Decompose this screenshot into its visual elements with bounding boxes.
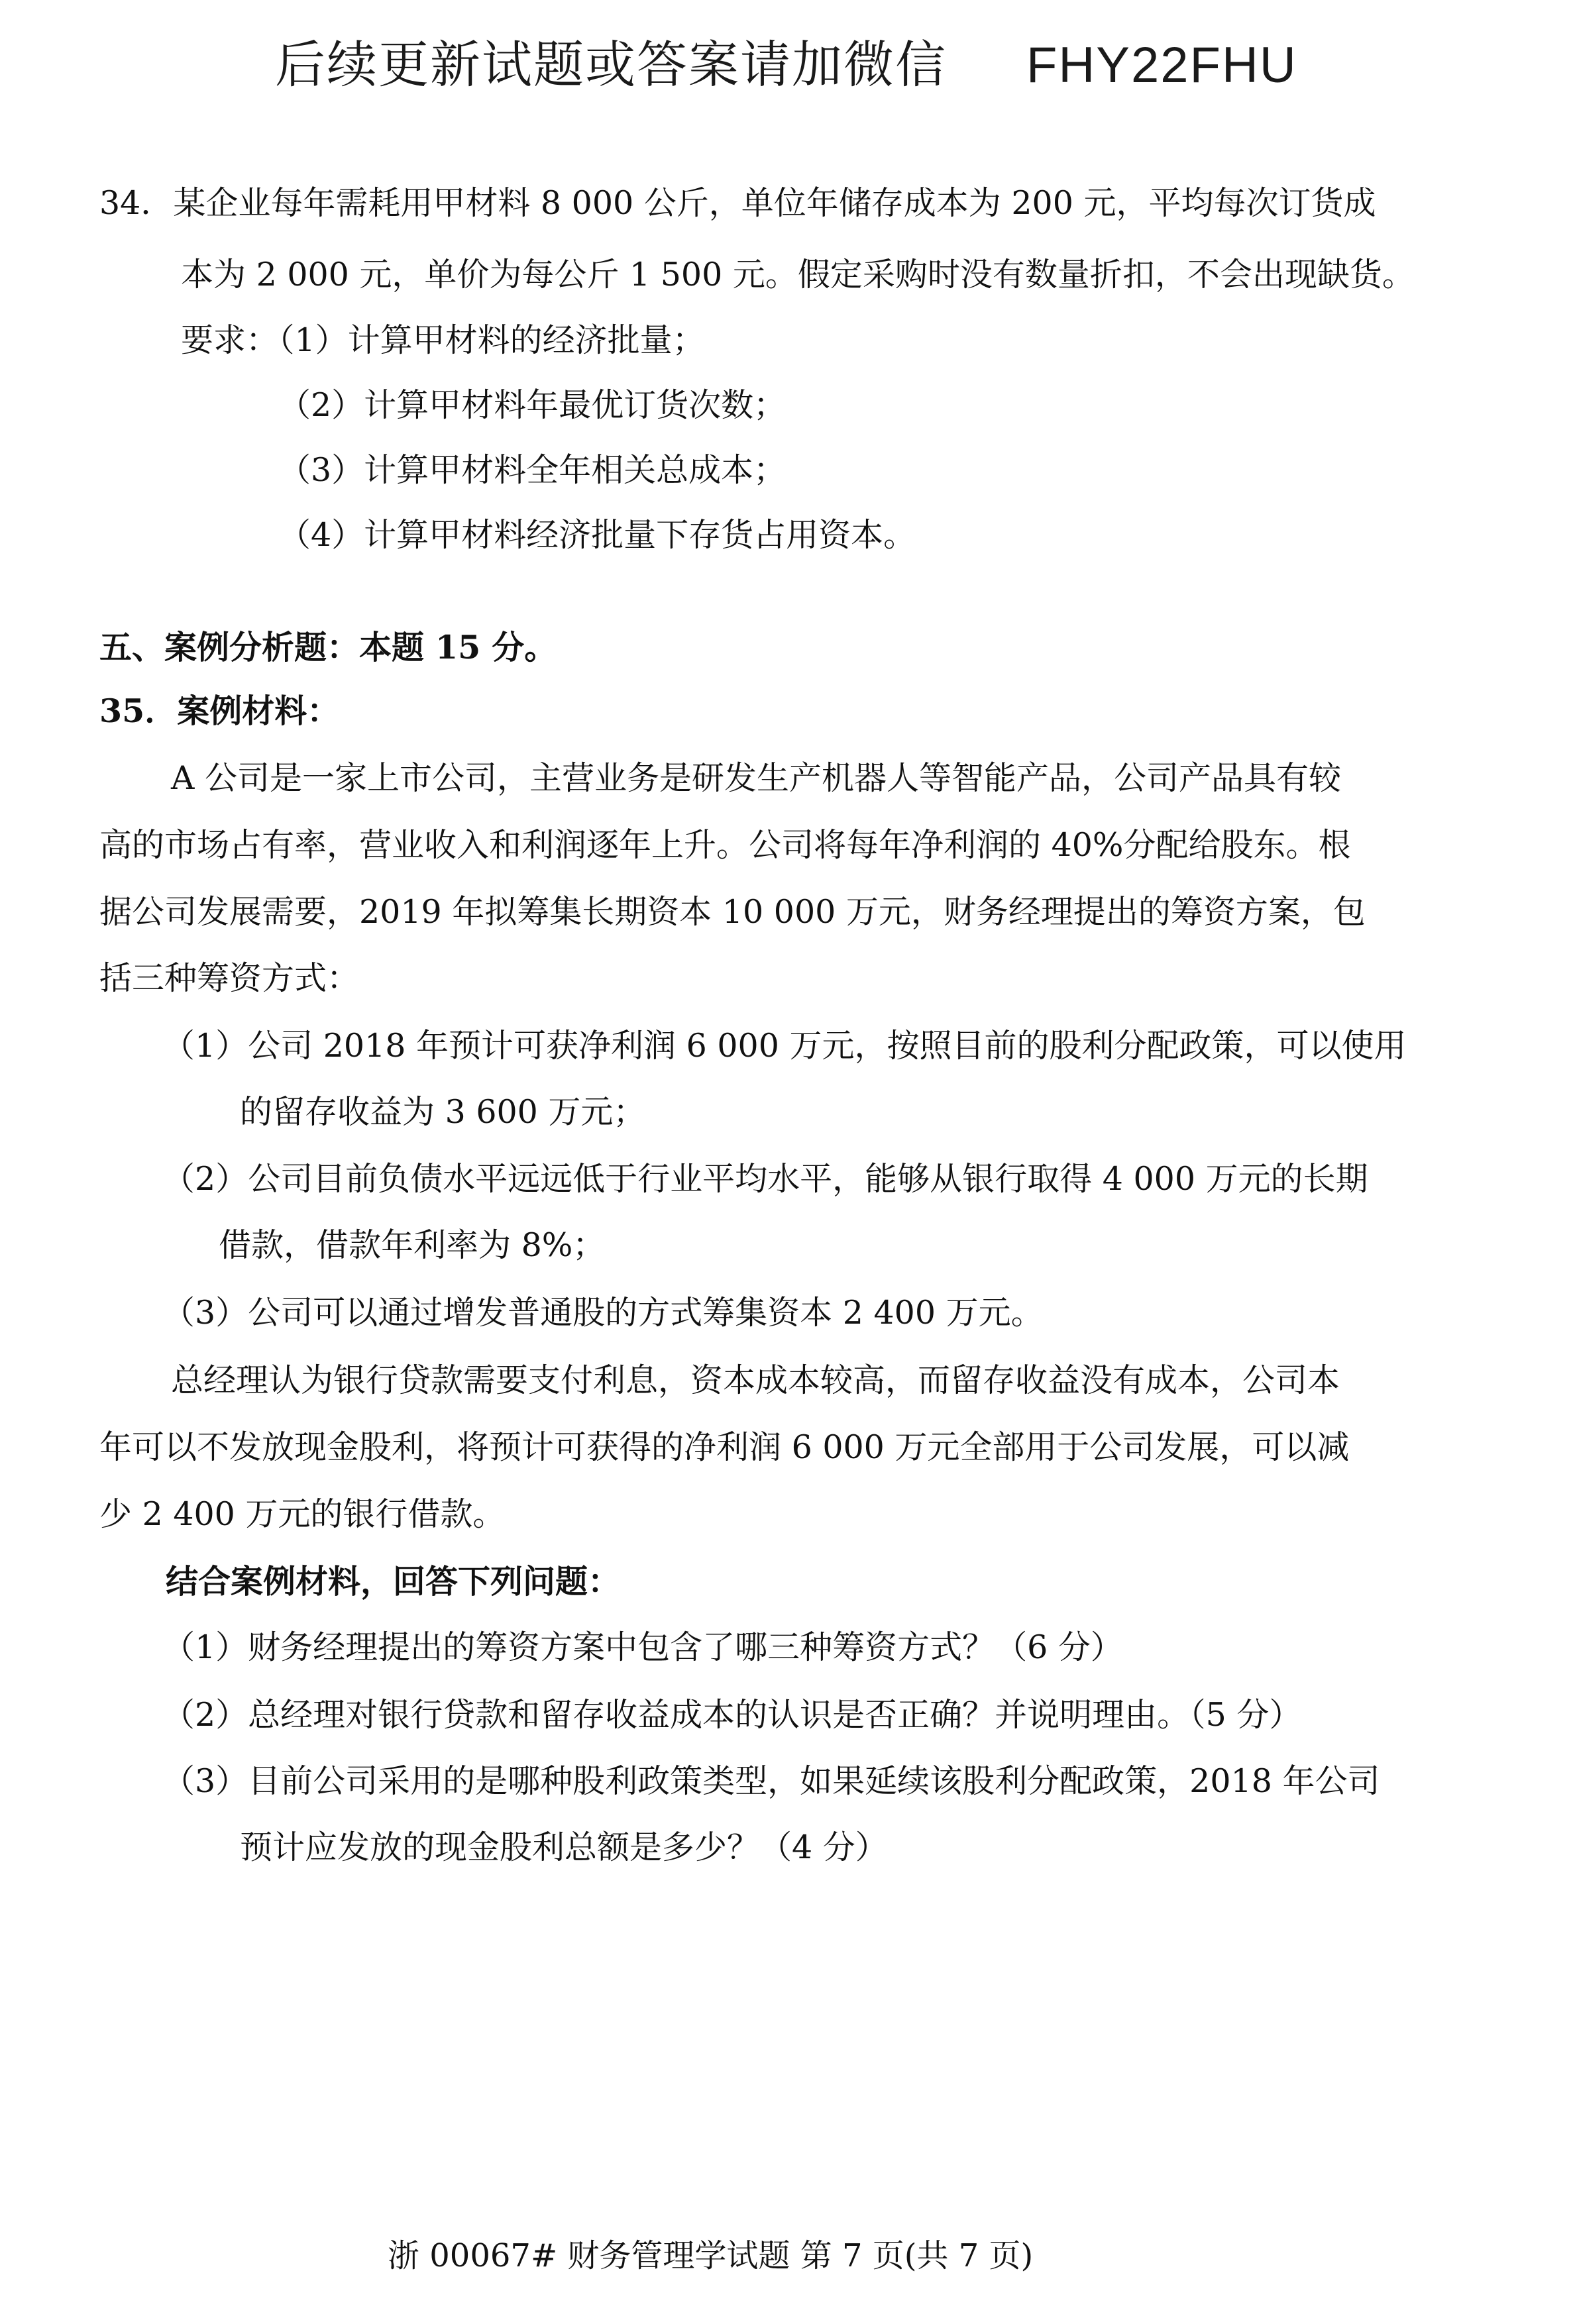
q34-requirement-1: 要求：（1）计算甲材料的经济批量； xyxy=(181,321,705,359)
q35-question-2: （2）总经理对银行贷款和留存收益成本的认识是否正确？并说明理由。（5 分） xyxy=(162,1696,1302,1734)
page-footer: 浙 00067# 财务管理学试题 第 7 页(共 7 页) xyxy=(388,2237,1034,2274)
q35-paragraph-2-line: 少 2 400 万元的银行借款。 xyxy=(99,1495,506,1533)
q34-requirement-3: （3）计算甲材料全年相关总成本； xyxy=(278,451,787,489)
q35-questions-heading: 结合案例材料，回答下列问题： xyxy=(166,1562,621,1601)
q34-requirement-4: （4）计算甲材料经济批量下存货占用资本。 xyxy=(278,516,916,554)
q35-paragraph-1-line: 据公司发展需要，2019 年拟筹集长期资本 10 000 万元，财务经理提出的筹资方案，包 xyxy=(99,893,1366,931)
q35-paragraph-2-line: 总经理认为银行贷款需要支付利息，资本成本较高，而留存收益没有成本，公司本 xyxy=(171,1361,1340,1399)
q35-item-3: （3）公司可以通过增发普通股的方式筹集资本 2 400 万元。 xyxy=(162,1294,1044,1332)
section-5-heading: 五、案例分析题：本题 15 分。 xyxy=(99,628,557,666)
q35-paragraph-1-line: A 公司是一家上市公司，主营业务是研发生产机器人等智能产品，公司产品具有较 xyxy=(171,759,1341,797)
q35-paragraph-1-line: 高的市场占有率，营业收入和利润逐年上升。公司将每年净利润的 40%分配给股东。根 xyxy=(99,826,1351,864)
q35-question-3-line: 预计应发放的现金股利总额是多少？（4 分） xyxy=(240,1828,888,1866)
page-header xyxy=(275,32,1297,99)
header-title: 后续更新试题或答案请加微信 xyxy=(275,35,947,94)
q34-line-1: 34．某企业每年需耗用甲材料 8 000 公斤，单位年储存成本为 200 元，平均每次订货成 xyxy=(99,184,1376,222)
header-wechat-id: FHY22FHU xyxy=(1026,37,1297,93)
q35-label: 35．案例材料： xyxy=(99,692,340,730)
q34-line-2: 本为 2 000 元，单价为每公斤 1 500 元。假定采购时没有数量折扣，不会出现缺货。 xyxy=(181,256,1415,293)
q35-paragraph-1-line: 括三种筹资方式： xyxy=(99,959,360,997)
q35-item-2-line: （2）公司目前负债水平远远低于行业平均水平，能够从银行取得 4 000 万元的长期 xyxy=(162,1160,1368,1198)
q35-paragraph-2-line: 年可以不发放现金股利，将预计可获得的净利润 6 000 万元全部用于公司发展，可以减 xyxy=(99,1428,1350,1466)
q35-question-1: （1）财务经理提出的筹资方案中包含了哪三种筹资方式？（6 分） xyxy=(162,1628,1123,1666)
q35-item-2-line: 借款，借款年利率为 8%； xyxy=(219,1226,606,1264)
q35-item-1-line: 的留存收益为 3 600 万元； xyxy=(240,1093,646,1131)
q35-item-1-line: （1）公司 2018 年预计可获净利润 6 000 万元，按照目前的股利分配政策，可以使用 xyxy=(162,1027,1407,1065)
q35-question-3-line: （3）目前公司采用的是哪种股利政策类型，如果延续该股利分配政策，2018 年公司 xyxy=(162,1762,1380,1800)
q34-requirement-2: （2）计算甲材料年最优订货次数； xyxy=(278,386,787,424)
